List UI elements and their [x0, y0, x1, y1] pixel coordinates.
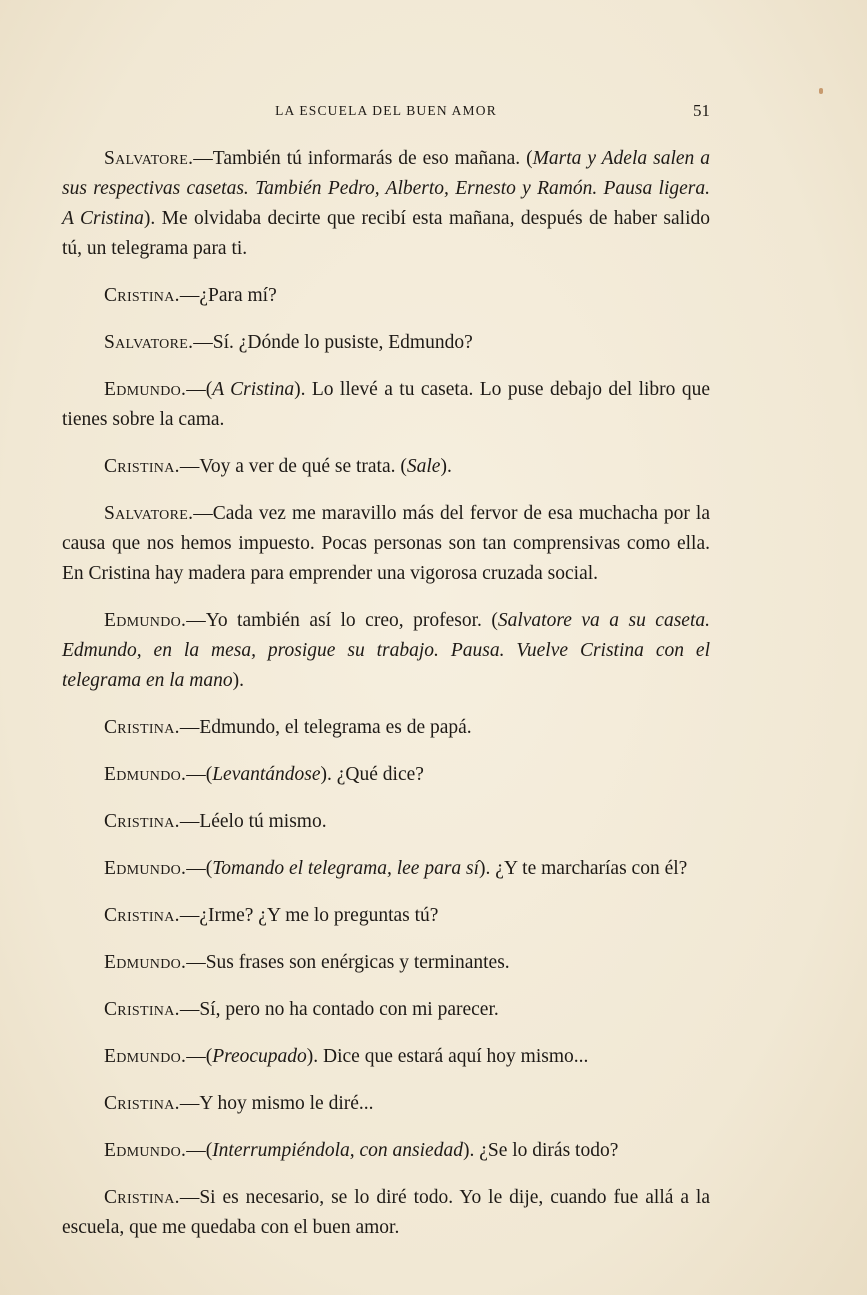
dialogue-text: —Si es necesario, se lo diré todo. Yo le dije, cuando fue allá a la escuela, que me quedaba con el buen amor.: [62, 1187, 710, 1238]
speaker-name: Cristina.: [104, 905, 180, 926]
dialogue-paragraph: [62, 995, 710, 1025]
stage-direction: Salvatore va a su caseta. Edmundo, en la mesa, prosigue su trabajo. Pausa. Vuelve Cristina con el telegrama en la mano: [62, 610, 710, 691]
dialogue-text: —También tú informarás de eso mañana. (: [193, 148, 533, 169]
dialogue-body: [62, 144, 710, 1260]
dialogue-text: —Sí, pero no ha contado con mi parecer.: [179, 999, 499, 1020]
speaker-name: Cristina.: [104, 717, 180, 738]
speaker-name: Edmundo.: [104, 764, 187, 785]
dialogue-paragraph: [62, 713, 710, 743]
paper-stain: [819, 88, 823, 94]
speaker-name: Cristina.: [104, 456, 180, 477]
dialogue-text: ). Lo llevé a tu caseta. Lo puse debajo del libro que tienes sobre la cama.: [62, 379, 710, 430]
dialogue-paragraph: [62, 901, 710, 931]
dialogue-paragraph: [62, 144, 710, 264]
speaker-name: Salvatore.: [104, 503, 194, 524]
dialogue-paragraph: [62, 499, 710, 589]
stage-direction: Sale: [406, 456, 441, 477]
dialogue-text: —(: [186, 764, 213, 785]
speaker-name: Cristina.: [104, 1093, 180, 1114]
dialogue-paragraph: [62, 1089, 710, 1119]
stage-direction: Interrumpiéndola, con ansiedad: [212, 1140, 463, 1161]
stage-direction: Levantándose: [212, 764, 321, 785]
dialogue-text: —(: [186, 858, 213, 879]
speaker-name: Cristina.: [104, 811, 180, 832]
stage-direction: Marta y Adela salen a sus respectivas casetas. También Pedro, Alberto, Ernesto y Ramón. Pausa ligera. A Cristina: [62, 148, 710, 229]
dialogue-text: ). Dice que estará aquí hoy mismo...: [306, 1046, 589, 1067]
stage-direction: Preocupado: [212, 1046, 307, 1067]
dialogue-text: —(: [186, 1140, 213, 1161]
speaker-name: Edmundo.: [104, 379, 187, 400]
dialogue-text: —Y hoy mismo le diré...: [179, 1093, 374, 1114]
speaker-name: Edmundo.: [104, 858, 187, 879]
dialogue-paragraph: [62, 452, 710, 482]
speaker-name: Cristina.: [104, 285, 180, 306]
stage-direction: A Cristina: [212, 379, 295, 400]
page-header: [62, 101, 710, 125]
dialogue-text: —Sí. ¿Dónde lo pusiste, Edmundo?: [193, 332, 473, 353]
dialogue-text: —Léelo tú mismo.: [179, 811, 327, 832]
dialogue-text: ). ¿Y te marcharías con él?: [479, 858, 688, 879]
speaker-name: Edmundo.: [104, 1046, 187, 1067]
dialogue-paragraph: [62, 1183, 710, 1243]
speaker-name: Cristina.: [104, 999, 180, 1020]
dialogue-text: ). ¿Se lo dirás todo?: [462, 1140, 619, 1161]
dialogue-text: ).: [440, 456, 452, 477]
dialogue-text: —Yo también así lo creo, profesor. (: [186, 610, 498, 631]
dialogue-text: ). ¿Qué dice?: [320, 764, 424, 785]
page-number: 51: [693, 101, 710, 120]
speaker-name: Salvatore.: [104, 148, 194, 169]
dialogue-text: —¿Para mí?: [179, 285, 277, 306]
dialogue-text: ). Me olvidaba decirte que recibí esta mañana, después de haber salido tú, un telegrama para ti.: [62, 208, 710, 259]
dialogue-paragraph: [62, 807, 710, 837]
dialogue-paragraph: [62, 1136, 710, 1166]
dialogue-text: —(: [186, 1046, 213, 1067]
dialogue-paragraph: [62, 948, 710, 978]
dialogue-text: ).: [232, 670, 244, 691]
speaker-name: Edmundo.: [104, 610, 187, 631]
dialogue-paragraph: [62, 281, 710, 311]
stage-direction: Tomando el telegrama, lee para sí: [212, 858, 480, 879]
speaker-name: Cristina.: [104, 1187, 180, 1208]
speaker-name: Edmundo.: [104, 952, 187, 973]
speaker-name: Salvatore.: [104, 332, 194, 353]
dialogue-paragraph: [62, 760, 710, 790]
dialogue-paragraph: [62, 854, 710, 884]
dialogue-text: —Edmundo, el telegrama es de papá.: [179, 717, 472, 738]
running-title: LA ESCUELA DEL BUEN AMOR: [275, 103, 497, 118]
dialogue-text: —Voy a ver de qué se trata. (: [179, 456, 407, 477]
dialogue-text: —¿Irme? ¿Y me lo preguntas tú?: [179, 905, 439, 926]
dialogue-paragraph: [62, 606, 710, 696]
dialogue-text: —Sus frases son enérgicas y terminantes.: [186, 952, 510, 973]
speaker-name: Edmundo.: [104, 1140, 187, 1161]
dialogue-text: —(: [186, 379, 213, 400]
dialogue-text: —Cada vez me maravillo más del fervor de esa muchacha por la causa que nos hemos impuesto. Pocas personas son tan comprensivas como ella. En Cristina hay madera para emprender una vigorosa cruzada social.: [62, 503, 710, 584]
dialogue-paragraph: [62, 328, 710, 358]
dialogue-paragraph: [62, 375, 710, 435]
dialogue-paragraph: [62, 1042, 710, 1072]
